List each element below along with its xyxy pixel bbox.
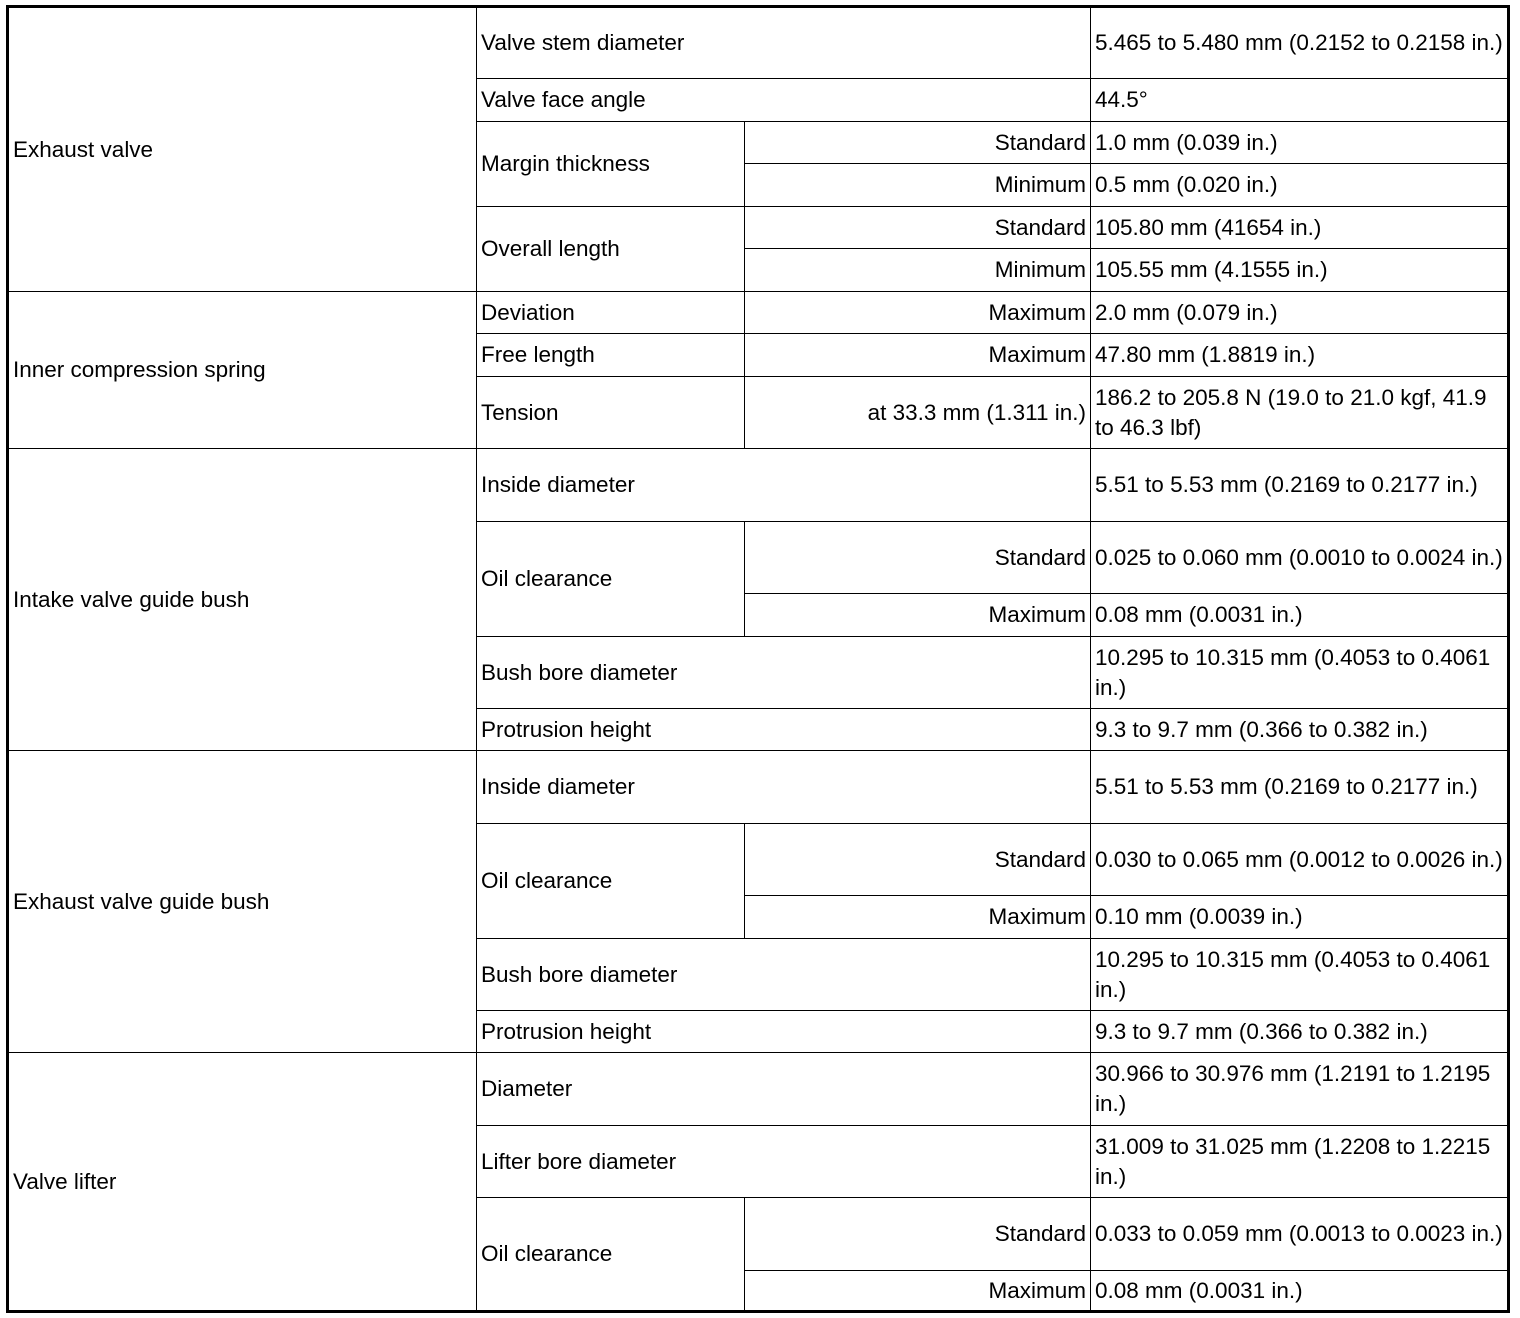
condition-label: Standard	[745, 207, 1091, 249]
table-row	[8, 751, 1509, 824]
table-row	[8, 1053, 1509, 1126]
item-label: Lifter bore diameter	[477, 1126, 1091, 1198]
spec-value: 0.5 mm (0.020 in.)	[1091, 164, 1509, 207]
item-label: Free length	[477, 334, 745, 377]
condition-label: Maximum	[745, 292, 1091, 334]
spec-value: 105.80 mm (41654 in.)	[1091, 207, 1509, 249]
item-label: Margin thickness	[477, 122, 745, 207]
item-label: Tension	[477, 377, 745, 449]
spec-value: 0.08 mm (0.0031 in.)	[1091, 1271, 1509, 1312]
spec-value: 5.51 to 5.53 mm (0.2169 to 0.2177 in.)	[1091, 751, 1509, 824]
spec-value: 2.0 mm (0.079 in.)	[1091, 292, 1509, 334]
table-row	[8, 7, 1509, 79]
spec-value: 31.009 to 31.025 mm (1.2208 to 1.2215 in.)	[1091, 1126, 1509, 1198]
item-label: Bush bore diameter	[477, 637, 1091, 709]
condition-label: Minimum	[745, 164, 1091, 207]
spec-value: 44.5°	[1091, 79, 1509, 122]
spec-value: 9.3 to 9.7 mm (0.366 to 0.382 in.)	[1091, 709, 1509, 751]
group-label: Exhaust valve guide bush	[8, 751, 477, 1053]
item-label: Inside diameter	[477, 449, 1091, 522]
spec-value: 0.033 to 0.059 mm (0.0013 to 0.0023 in.)	[1091, 1198, 1509, 1271]
spec-value: 0.030 to 0.065 mm (0.0012 to 0.0026 in.)	[1091, 824, 1509, 896]
spec-value: 5.51 to 5.53 mm (0.2169 to 0.2177 in.)	[1091, 449, 1509, 522]
condition-label: at 33.3 mm (1.311 in.)	[745, 377, 1091, 449]
item-label: Protrusion height	[477, 1011, 1091, 1053]
condition-label: Maximum	[745, 1271, 1091, 1312]
spec-value: 47.80 mm (1.8819 in.)	[1091, 334, 1509, 377]
spec-value: 1.0 mm (0.039 in.)	[1091, 122, 1509, 164]
condition-label: Standard	[745, 824, 1091, 896]
condition-label: Standard	[745, 1198, 1091, 1271]
condition-label: Minimum	[745, 249, 1091, 292]
condition-label: Maximum	[745, 594, 1091, 637]
item-label: Oil clearance	[477, 824, 745, 939]
spec-value: 0.10 mm (0.0039 in.)	[1091, 896, 1509, 939]
item-label: Inside diameter	[477, 751, 1091, 824]
item-label: Valve face angle	[477, 79, 1091, 122]
condition-label: Standard	[745, 522, 1091, 594]
spec-value: 9.3 to 9.7 mm (0.366 to 0.382 in.)	[1091, 1011, 1509, 1053]
spec-value: 105.55 mm (4.1555 in.)	[1091, 249, 1509, 292]
group-label: Valve lifter	[8, 1053, 477, 1312]
group-label: Exhaust valve	[8, 7, 477, 292]
spec-table	[6, 5, 1510, 1313]
spec-value: 0.08 mm (0.0031 in.)	[1091, 594, 1509, 637]
item-label: Oil clearance	[477, 522, 745, 637]
item-label: Diameter	[477, 1053, 1091, 1126]
spec-value: 186.2 to 205.8 N (19.0 to 21.0 kgf, 41.9 to 46.3 lbf)	[1091, 377, 1509, 449]
item-label: Oil clearance	[477, 1198, 745, 1312]
item-label: Protrusion height	[477, 709, 1091, 751]
group-label: Intake valve guide bush	[8, 449, 477, 751]
condition-label: Standard	[745, 122, 1091, 164]
item-label: Bush bore diameter	[477, 939, 1091, 1011]
spec-value: 10.295 to 10.315 mm (0.4053 to 0.4061 in.)	[1091, 637, 1509, 709]
spec-value: 30.966 to 30.976 mm (1.2191 to 1.2195 in.)	[1091, 1053, 1509, 1126]
spec-value: 5.465 to 5.480 mm (0.2152 to 0.2158 in.)	[1091, 7, 1509, 79]
spec-value: 10.295 to 10.315 mm (0.4053 to 0.4061 in.)	[1091, 939, 1509, 1011]
table-row	[8, 292, 1509, 334]
group-label: Inner compression spring	[8, 292, 477, 449]
table-row	[8, 449, 1509, 522]
item-label: Overall length	[477, 207, 745, 292]
item-label: Valve stem diameter	[477, 7, 1091, 79]
spec-value: 0.025 to 0.060 mm (0.0010 to 0.0024 in.)	[1091, 522, 1509, 594]
condition-label: Maximum	[745, 334, 1091, 377]
condition-label: Maximum	[745, 896, 1091, 939]
item-label: Deviation	[477, 292, 745, 334]
